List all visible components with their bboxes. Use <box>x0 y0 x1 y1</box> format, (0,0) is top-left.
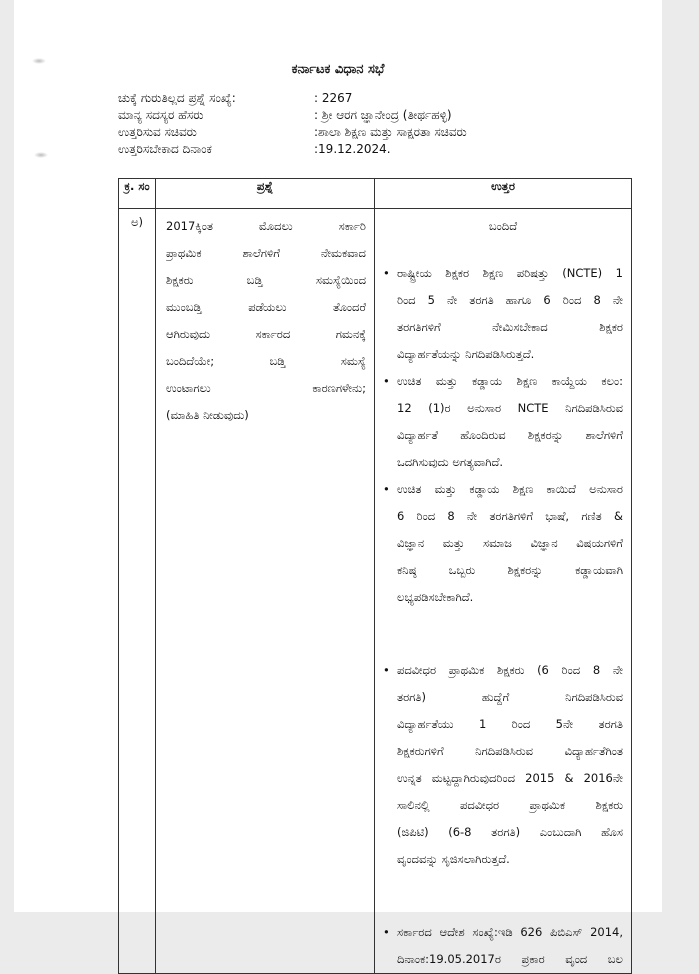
answer-line: ಕನಿಷ್ಠ ಒಬ್ಬರು ಶಿಕ್ಷಕರನ್ನು ಕಡ್ಡಾಯವಾಗಿ <box>397 563 623 577</box>
answer-line: ತರಗತಿಗಳಿಗೆ ನೇಮಿಸಬೇಕಾದ ಶಿಕ್ಷಕರ <box>397 320 623 334</box>
answer-line: ಒದಗಿಸುವುದು ಅಗತ್ಯವಾಗಿದೆ. <box>397 455 504 469</box>
answer-cell <box>375 209 632 974</box>
header-question: ಪ್ರಶ್ನೆ <box>156 179 375 209</box>
answer-bullet <box>383 260 623 368</box>
answer-heading: ಬಂದಿದೆ <box>488 219 518 233</box>
answer-line: ವಿದ್ಯಾರ್ಹತೆಯನ್ನು ನಿಗದಿಪಡಿಸಿರುತ್ತದೆ. <box>397 347 535 361</box>
answer-bullet <box>383 476 623 611</box>
row-sl-no: ಅ) <box>119 209 156 974</box>
answer-line: ಲಭ್ಯಪಡಿಸಬೇಕಾಗಿದೆ. <box>397 590 474 604</box>
answer-line: ವೃಂದವನ್ನು ಸೃಜಿಸಲಾಗಿರುತ್ತದೆ. <box>397 852 510 866</box>
answer-line: ರಿಂದ 5 ನೇ ತರಗತಿ ಹಾಗೂ 6 ರಿಂದ 8 ನೇ <box>397 293 623 307</box>
answer-line: (ಜಿಪಿಟಿ) (6-8 ತರಗತಿ) ಎಂಬುದಾಗಿ ಹೊಸ <box>397 825 623 839</box>
question-line: ಶಿಕ್ಷಕರು ಬಡ್ತಿ ಸಮಸ್ಯೆಯಿಂದ <box>166 273 366 287</box>
answer-line: 6 ರಿಂದ 8 ನೇ ತರಗತಿಗಳಿಗೆ ಭಾಷೆ, ಗಣಿತ & <box>397 509 623 523</box>
header-sl-no: ಕ್ರ. ಸಂ <box>119 179 156 209</box>
answer-line: ವಿಜ್ಞಾನ ಮತ್ತು ಸಮಾಜ ವಿಜ್ಞಾನ ವಿಷಯಗಳಿಗೆ <box>397 536 623 550</box>
question-line: ಮುಂಬಡ್ತಿ ಪಡೆಯಲು ತೊಂದರೆ <box>166 300 366 314</box>
answer-line: • ಪದವೀಧರ ಪ್ರಾಥಮಿಕ ಶಿಕ್ಷಕರು (6 ರಿಂದ 8 ನೇ <box>397 663 623 677</box>
answer-bullet <box>383 919 623 973</box>
document-page <box>14 0 662 966</box>
question-line: ಬಂದಿದೆಯೇ; ಬಡ್ತಿ ಸಮಸ್ಯೆ <box>166 354 366 368</box>
answer-line: • ಸರ್ಕಾರದ ಆದೇಶ ಸಂಖ್ಯೆ:ಇಡಿ 626 ಪಿಬಿಎಸ್ 2014, <box>397 925 623 939</box>
table-header-row <box>119 179 632 209</box>
table-row <box>119 209 632 974</box>
answer-line: • ಉಚಿತ ಮತ್ತು ಕಡ್ಡಾಯ ಶಿಕ್ಷಣ ಕಾಯ್ದೆಯ ಕಲಂ: <box>397 374 623 388</box>
answer-bullet <box>383 657 623 873</box>
meta-value: : 2267 <box>314 91 353 105</box>
question-line: ಆಗಿರುವುದು ಸರ್ಕಾರದ ಗಮನಕ್ಕೆ <box>166 327 366 341</box>
header-answer: ಉತ್ತರ <box>375 179 632 209</box>
answer-line: ವಿದ್ಯಾರ್ಹತೆಯು 1 ರಿಂದ 5ನೇ ತರಗತಿ <box>397 717 623 731</box>
answer-bullet <box>383 368 623 476</box>
scan-speck <box>34 152 48 158</box>
question-line: 2017ಕ್ಕಿಂತ ಮೊದಲು ಸರ್ಕಾರಿ <box>166 219 366 233</box>
answer-line: • ರಾಷ್ಟ್ರೀಯ ಶಿಕ್ಷಕರ ಶಿಕ್ಷಣ ಪರಿಷತ್ತು (NCTE) 1 <box>397 266 623 280</box>
meta-value: :19.12.2024. <box>314 142 391 156</box>
answer-line: ಉನ್ನತ ಮಟ್ಟದ್ದಾಗಿರುವುದರಿಂದ 2015 & 2016ನೇ <box>397 771 623 785</box>
answer-line: ಶಿಕ್ಷಕರುಗಳಿಗೆ ನಿಗದಿಪಡಿಸಿರುವ ವಿದ್ಯಾರ್ಹತೆಗಿಂತ <box>397 744 623 758</box>
meta-label: ಮಾನ್ಯ ಸದಸ್ಯರ ಹೆಸರು <box>118 108 204 122</box>
answer-line: ದಿನಾಂಕ:19.05.2017ರ ಪ್ರಕಾರ ವೃಂದ ಬಲ <box>397 952 623 966</box>
answer-line: ತರಗತಿ) ಹುದ್ದೆಗೆ ನಿಗದಿಪಡಿಸಿರುವ <box>397 690 623 704</box>
meta-value: : ಶ್ರೀ ಆರಗ ಜ್ಞಾನೇಂದ್ರ (ತೀರ್ಥಹಳ್ಳಿ) <box>314 108 452 122</box>
question-cell <box>156 209 375 974</box>
meta-value: :ಶಾಲಾ ಶಿಕ್ಷಣ ಮತ್ತು ಸಾಕ್ಷರತಾ ಸಚಿವರು <box>314 125 467 139</box>
meta-label: ಉತ್ತರಿಸುವ ಸಚಿವರು <box>118 125 197 139</box>
document-title: ಕರ್ನಾಟಕ ವಿಧಾನ ಸಭೆ <box>291 62 385 77</box>
meta-label: ಚುಕ್ಕೆ ಗುರುತಿಲ್ಲದ ಪ್ರಶ್ನೆ ಸಂಖ್ಯೆ: <box>118 91 236 105</box>
question-line: ಪ್ರಾಥಮಿಕ ಶಾಲೆಗಳಿಗೆ ನೇಮಕವಾದ <box>166 246 366 260</box>
question-line: (ಮಾಹಿತಿ ನೀಡುವುದು) <box>166 408 249 422</box>
qa-table <box>118 178 632 974</box>
question-line: ಉಂಟಾಗಲು ಕಾರಣಗಳೇನು; <box>166 381 366 395</box>
answer-line: ಸಾಲಿನಲ್ಲಿ ಪದವೀಧರ ಪ್ರಾಥಮಿಕ ಶಿಕ್ಷಕರು <box>397 798 623 812</box>
answer-line: • ಉಚಿತ ಮತ್ತು ಕಡ್ಡಾಯ ಶಿಕ್ಷಣ ಕಾಯಿದೆ ಅನುಸಾರ <box>397 482 623 496</box>
answer-line: 12 (1)ರ ಅನುಸಾರ NCTE ನಿಗದಿಪಡಿಸಿರುವ <box>397 401 623 415</box>
meta-label: ಉತ್ತರಿಸಬೇಕಾದ ದಿನಾಂಕ <box>118 142 212 156</box>
answer-line: ವಿದ್ಯಾರ್ಹತೆ ಹೊಂದಿರುವ ಶಿಕ್ಷಕರನ್ನು ಶಾಲೆಗಳಿಗೆ <box>397 428 623 442</box>
